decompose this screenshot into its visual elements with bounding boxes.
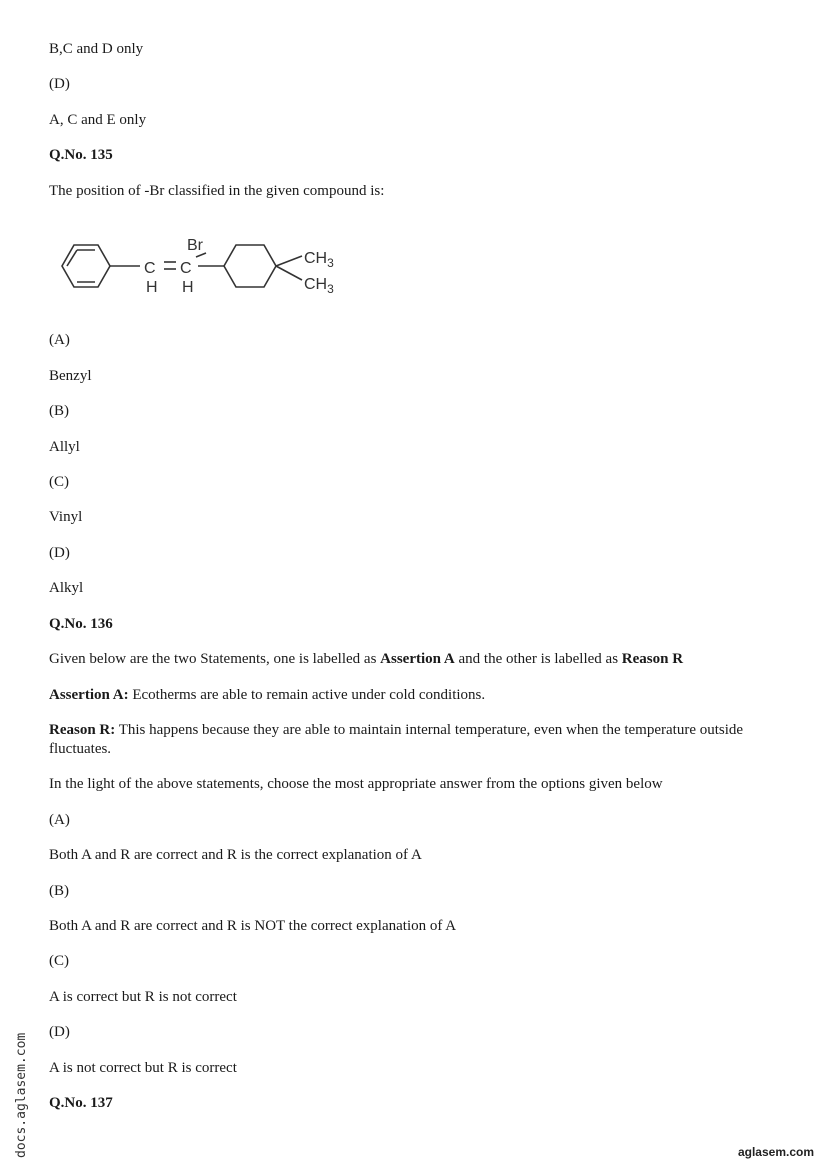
question-number: Q.No. 135 xyxy=(49,147,113,163)
footer-watermark: aglasem.com xyxy=(737,1145,814,1159)
assertion-text: Ecotherms are able to remain active under cold conditions. xyxy=(128,687,486,703)
intro-reason-term: Reason R xyxy=(621,651,684,667)
bromine-label: Br xyxy=(187,237,203,254)
question-intro xyxy=(49,650,683,669)
option-text: Allyl xyxy=(49,439,80,455)
hydrogen-label: H xyxy=(146,279,158,296)
intro-text: Given below are the two Statements, one is labelled as xyxy=(49,651,381,667)
chemical-structure xyxy=(56,229,356,299)
carbon-label: C xyxy=(144,260,156,277)
assertion-statement xyxy=(49,686,485,705)
option-text: A, C and E only xyxy=(49,112,147,128)
option-label: (D) xyxy=(49,76,70,92)
option-text: B,C and D only xyxy=(49,41,144,57)
question-instruction: In the light of the above statements, choose the most appropriate answer from the options given below xyxy=(49,776,663,792)
assertion-label: Assertion A: xyxy=(49,687,129,703)
question-number: Q.No. 136 xyxy=(49,616,113,632)
intro-text: and the other is labelled as xyxy=(454,651,622,667)
methyl-label: $CH_3$ xyxy=(304,276,334,296)
reason-text: This happens because they are able to maintain internal temperature, even when the temperature outside fluctuates. xyxy=(49,722,744,757)
option-text: Vinyl xyxy=(49,509,83,525)
hydrogen-label: H xyxy=(182,279,194,296)
option-text: A is not correct but R is correct xyxy=(49,1060,237,1076)
methyl-label: $CH_3$ xyxy=(304,250,334,270)
option-label: (A) xyxy=(49,332,70,348)
option-text: A is correct but R is not correct xyxy=(49,989,237,1005)
option-text: Benzyl xyxy=(49,368,92,384)
option-label: (D) xyxy=(49,1024,70,1040)
option-text: Both A and R are correct and R is NOT the correct explanation of A xyxy=(49,918,457,934)
carbon-label: C xyxy=(180,260,192,277)
option-label: (D) xyxy=(49,545,70,561)
side-watermark: docs.aglasem.com xyxy=(14,1032,29,1158)
option-label: (C) xyxy=(49,474,69,490)
reason-label: Reason R: xyxy=(49,722,116,738)
question-text: The position of -Br classified in the given compound is: xyxy=(49,183,385,199)
intro-assertion-term: Assertion A xyxy=(380,651,455,667)
option-text: Alkyl xyxy=(49,580,84,596)
question-number: Q.No. 137 xyxy=(49,1095,113,1111)
option-text: Both A and R are correct and R is the correct explanation of A xyxy=(49,847,422,863)
reason-statement xyxy=(49,721,779,759)
option-label: (B) xyxy=(49,883,69,899)
option-label: (B) xyxy=(49,403,69,419)
option-label: (C) xyxy=(49,953,69,969)
option-label: (A) xyxy=(49,812,70,828)
